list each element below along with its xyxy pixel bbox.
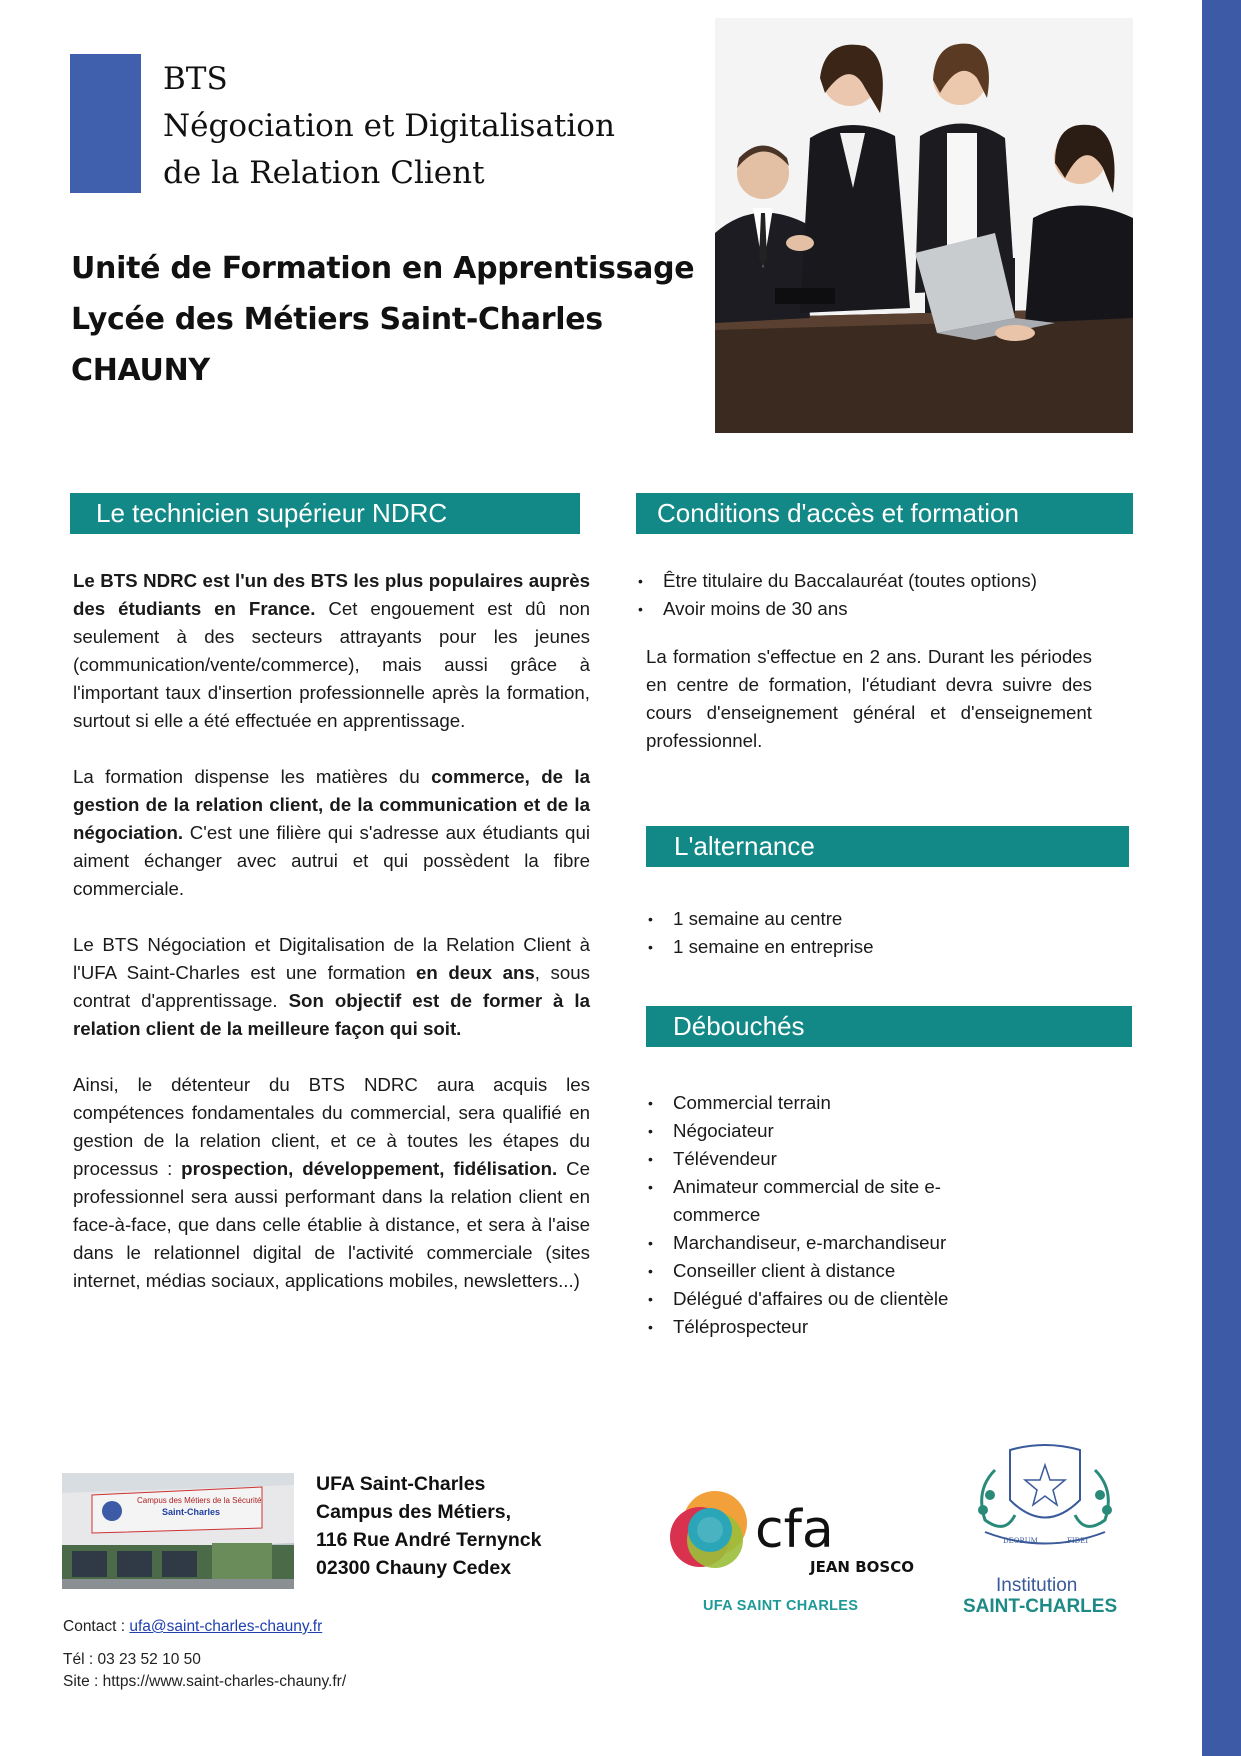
conditions-list: [636, 567, 1116, 623]
list-item: • Avoir moins de 30 ans: [636, 595, 1116, 623]
page-side-bar: [1202, 0, 1241, 1756]
text: Ainsi, le détenteur du BTS NDRC aura acquis les compétences fondamentales du commercial, sera qualifié en gestion de la relation client, et ce à toutes les étapes du processus :: [73, 1074, 590, 1179]
list-item: • Délégué d'affaires ou de clientèle: [646, 1285, 976, 1313]
bold-text: prospection, développement, fidélisation.: [181, 1158, 558, 1179]
cfa-logo-subtext: JEAN BOSCO: [810, 1558, 914, 1576]
list-item: • Animateur commercial de site e-commerce: [646, 1173, 976, 1229]
campus-building-illustration: [62, 1473, 294, 1589]
bts-title-line: BTS: [163, 61, 228, 97]
list-item: • 1 semaine en entreprise: [646, 933, 1116, 961]
list-item: • Négociateur: [646, 1117, 976, 1145]
cfa-caption: UFA SAINT CHARLES: [703, 1598, 859, 1614]
contact-line: [63, 1618, 322, 1636]
section-banner-label: Débouchés: [673, 1011, 805, 1041]
text: C'est une filière qui s'adresse aux étudiants qui aiment échanger avec autrui et qui possèdent la fibre commerciale.: [73, 822, 590, 899]
ufa-title-line: Lycée des Métiers Saint-Charles: [71, 302, 603, 337]
business-meeting-illustration: [715, 18, 1133, 433]
crest-graphic: [955, 1440, 1135, 1575]
text: Ce professionnel sera aussi performant dans la relation client en face-à-face, que dans celle établie à distance, et sera à l'aise dans le relationnel digital de l'activité commerciale (sites internet, médias sociaux, applications mobiles, newsletters...): [73, 1158, 590, 1291]
ufa-title-line: CHAUNY: [71, 353, 210, 388]
bold-text: commerce, de la gestion de la relation client, de la communication et de la négociation.: [73, 766, 590, 843]
list-item: • Téléprospecteur: [646, 1313, 976, 1341]
paragraph-formation: [73, 931, 590, 1043]
ufa-title: [71, 243, 694, 396]
crest-motto-left: DEORUM: [1003, 1537, 1038, 1545]
paragraph-matieres: [73, 763, 590, 903]
site-line: Site : https://www.saint-charles-chauny.fr/: [63, 1673, 347, 1690]
text: Le BTS Négociation et Digitalisation de la Relation Client à l'UFA Saint-Charles est une formation: [73, 934, 590, 983]
institution-label: Institution: [996, 1575, 1078, 1596]
list-item: • Marchandiseur, e-marchandiseur: [646, 1229, 976, 1257]
contact-label: Contact :: [63, 1618, 130, 1635]
section-banner-alternance: [646, 826, 1129, 867]
list-item: • Conseiller client à distance: [646, 1257, 976, 1285]
list-item: • 1 semaine au centre: [646, 905, 1116, 933]
bold-text: en deux ans: [416, 962, 535, 983]
institution-crest: [955, 1440, 1135, 1575]
campus-sign-line: Campus des Métiers de la Sécurité: [137, 1496, 262, 1505]
section-banner-technicien: [70, 493, 580, 534]
text: Cet engouement est dû non seulement à des secteurs attrayants pour les jeunes (communication/vente/commerce), mais aussi grâce à l'important taux d'insertion professionnelle après la formation, surtout si elle a été effectuée en apprentissage.: [73, 598, 590, 731]
section-banner-label: Le technicien supérieur NDRC: [96, 498, 448, 528]
address-line: 02300 Chauny Cedex: [316, 1557, 512, 1579]
paragraph-intro: [73, 567, 590, 735]
bts-title-line: Négociation et Digitalisation: [163, 108, 615, 144]
title-accent-block: [70, 54, 141, 193]
list-item: • Commercial terrain: [646, 1089, 976, 1117]
text: , sous contrat d'apprentissage.: [73, 962, 591, 1011]
bts-title-line: de la Relation Client: [163, 155, 485, 191]
address-line: 116 Rue André Ternynck: [316, 1529, 542, 1551]
section-banner-label: Conditions d'accès et formation: [657, 498, 1019, 528]
campus-building-photo: [62, 1473, 294, 1589]
ufa-title-line: Unité de Formation en Apprentissage: [71, 251, 695, 286]
campus-sign-line: Saint-Charles: [162, 1507, 221, 1517]
tel-line: Tél : 03 23 52 10 50: [63, 1651, 201, 1668]
section-banner-label: L'alternance: [674, 831, 815, 861]
contact-email-link[interactable]: ufa@saint-charles-chauny.fr: [129, 1618, 323, 1635]
bold-text: Le BTS NDRC est l'un des BTS les plus populaires auprès des étudiants en France.: [73, 570, 590, 619]
section-banner-conditions: [636, 493, 1133, 534]
bold-text: Son objectif est de former à la relation client de la meilleure façon qui soit.: [73, 990, 590, 1039]
crest-motto-right: FIDEI: [1067, 1537, 1089, 1545]
address-line: UFA Saint-Charles: [316, 1473, 486, 1495]
address-line: Campus des Métiers,: [316, 1501, 512, 1523]
business-meeting-photo: [715, 18, 1133, 433]
list-item: • Télévendeur: [646, 1145, 976, 1173]
section-banner-debouches: [646, 1006, 1132, 1047]
institution-name: SAINT-CHARLES: [963, 1596, 1118, 1617]
paragraph-competences: [73, 1071, 590, 1295]
left-column-text: [73, 567, 590, 1295]
bts-title: [163, 56, 615, 197]
list-item: • Être titulaire du Baccalauréat (toutes options): [636, 567, 1116, 595]
conditions-paragraph: La formation s'effectue en 2 ans. Durant les périodes en centre de formation, l'étudiant devra suivre des cours d'enseignement général et d'enseignement professionnel.: [646, 646, 1092, 751]
alternance-list: [646, 905, 1116, 961]
address-block: [316, 1470, 541, 1582]
text: La formation dispense les matières du: [73, 766, 432, 787]
cfa-logo-text: cfa: [755, 1500, 834, 1560]
debouches-list: [646, 1089, 976, 1341]
